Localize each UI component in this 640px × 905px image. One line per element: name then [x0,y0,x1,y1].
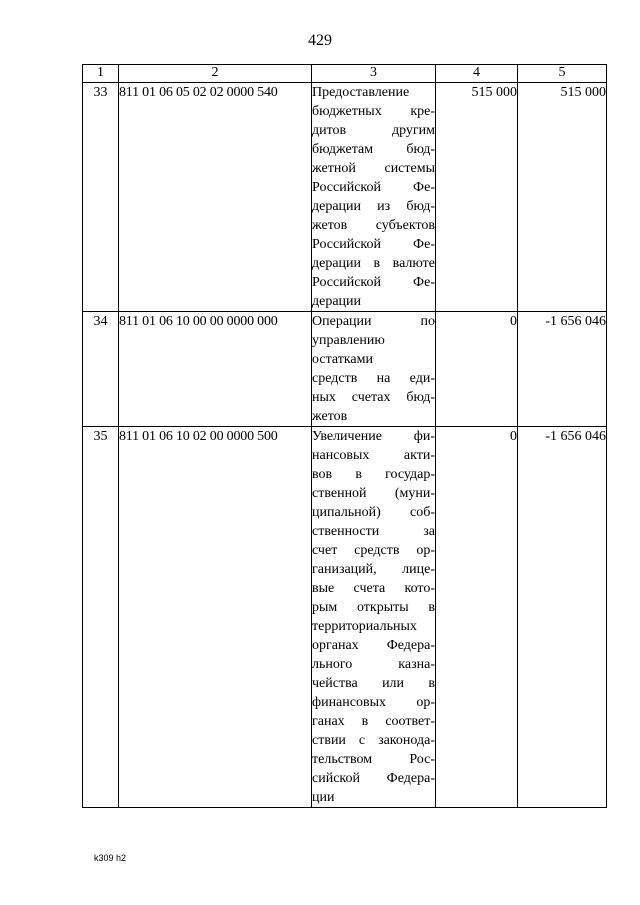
budget-code: 811 01 06 10 00 00 0000 000 [119,312,312,427]
header-row [83,65,607,83]
description-line: дитов другим [312,123,435,138]
description-line: дерации в валюте [312,256,435,271]
description-line: вые счета кото- [312,581,435,596]
page-number: 429 [308,32,332,49]
description-line: территориальных [312,619,417,634]
description-line: дерации [312,294,362,309]
table-row [83,312,607,427]
description-line: жетов [312,409,348,424]
amount-col5: -1 656 046 [518,427,607,808]
description-line: ципальной) соб- [312,505,435,520]
description-line: льного казна- [312,657,435,672]
amount-col4: 515 000 [436,83,518,312]
amount-col5: -1 656 046 [518,312,607,427]
description-line: ствии с законода- [312,733,435,748]
description-line: управлению [312,333,385,348]
budget-code: 811 01 06 10 02 00 0000 500 [119,427,312,808]
row-description [312,312,436,427]
description-line: Российской Фе- [312,180,435,195]
description-line: сийской Федера- [312,771,435,786]
description-line: ганах в соответ- [312,714,435,729]
header-cell: 3 [312,65,436,83]
description-line: нансовых акти- [312,448,435,463]
amount-col4: 0 [436,427,518,808]
description-line: дерации из бюд- [312,199,435,214]
description-line: Российской Фе- [312,237,435,252]
description-line: жетов субъектов [312,218,435,233]
budget-code: 811 01 06 05 02 02 0000 540 [119,83,312,312]
footer-code: k309 h2 [94,853,127,863]
description-line: бюджетных кре- [312,104,435,119]
row-description [312,83,436,312]
row-number: 34 [83,312,119,427]
description-line: чейства или в [312,676,435,691]
description-line: счет средств ор- [312,543,435,558]
header-cell: 4 [436,65,518,83]
description-line: Российской Фе- [312,275,435,290]
header-cell: 2 [119,65,312,83]
description-line: Увеличение фи- [312,429,435,444]
description-line: вов в государ- [312,467,435,482]
description-line: органах Федера- [312,638,435,653]
table-row [83,427,607,808]
description-line: финансовых ор- [312,695,435,710]
header-cell: 5 [518,65,607,83]
description-line: ных счетах бюд- [312,390,435,405]
budget-table [82,64,607,808]
description-line: остатками [312,352,373,367]
description-line: ственности за [312,524,435,539]
header-cell: 1 [83,65,119,83]
amount-col4: 0 [436,312,518,427]
description-line: бюджетам бюд- [312,142,435,157]
row-number: 35 [83,427,119,808]
amount-col5: 515 000 [518,83,607,312]
description-line: Предоставление [312,85,410,100]
description-line: тельством Рос- [312,752,435,767]
description-line: жетной системы [312,161,435,176]
table-row [83,83,607,312]
row-number: 33 [83,83,119,312]
description-line: Операции по [312,314,435,329]
description-line: ции [312,790,335,805]
description-line: ственной (муни- [312,486,435,501]
description-line: средств на еди- [312,371,435,386]
description-line: рым открыты в [312,600,435,615]
row-description [312,427,436,808]
description-line: ганизаций, лице- [312,562,435,577]
